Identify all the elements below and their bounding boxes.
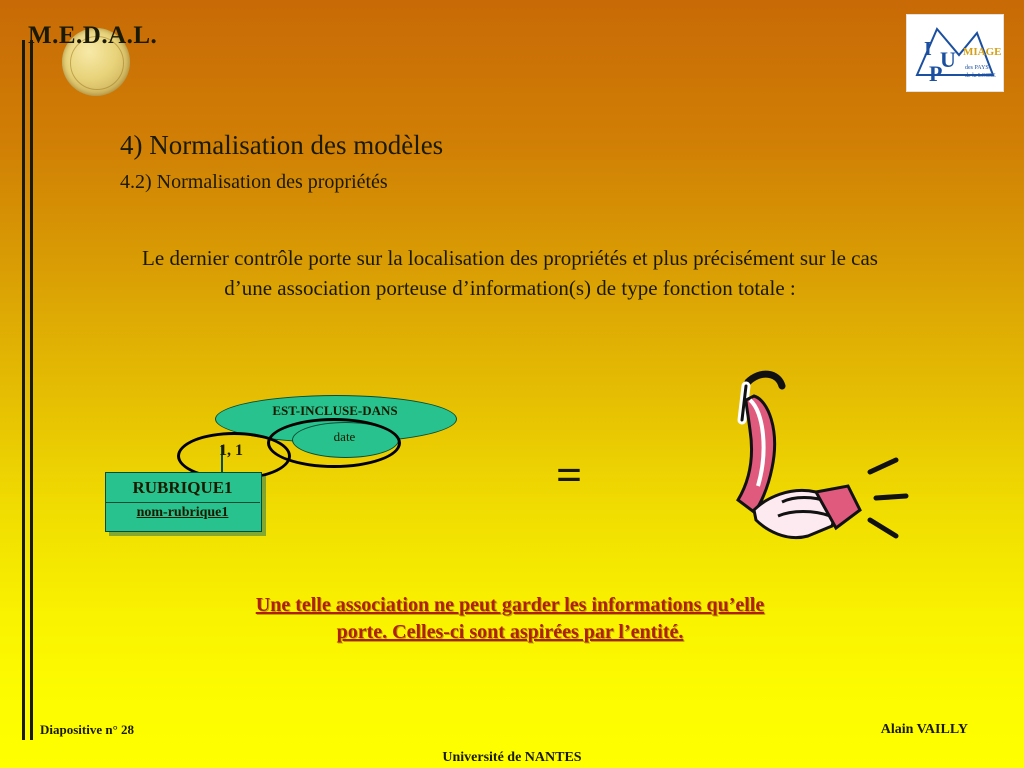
warning-message: Une telle association ne peut garder les informations qu’elle porte. Celles-ci sont aspirées par l’entité. <box>255 594 765 643</box>
left-bar-line-1 <box>22 40 25 740</box>
institution-label: Université de NANTES <box>442 750 582 765</box>
er-diagram <box>95 385 565 555</box>
vacuum-cleaner-illustration <box>720 360 930 570</box>
brand-title: M.E.D.A.L. <box>28 22 158 49</box>
intro-paragraph: Le dernier contrôle porte sur la localisation des propriétés et plus précisément sur le cas d’une association porteuse d’information(s) de type fonction totale : <box>142 246 878 300</box>
entity-divider <box>105 502 260 503</box>
entity-name-label: RUBRIQUE1 <box>132 478 233 497</box>
svg-text:des PAYS: des PAYS <box>965 65 989 71</box>
author-label: Alain VAILLY <box>880 722 968 737</box>
association-label: EST-INCLUSE-DANS <box>272 403 398 418</box>
cardinality-label: 1, 1 <box>219 442 243 459</box>
svg-text:P: P <box>929 61 943 86</box>
slide-number: Diapositive n° 28 <box>40 722 135 737</box>
svg-text:de la LOIRE: de la LOIRE <box>965 73 996 79</box>
svg-text:MIAGE: MIAGE <box>963 46 1002 58</box>
left-decorative-bars <box>22 40 34 740</box>
svg-text:U: U <box>940 47 956 72</box>
association-attribute-label: date <box>333 429 356 444</box>
iup-miage-logo <box>906 14 1004 92</box>
left-bar-line-2 <box>30 40 33 740</box>
entity-attribute-label: nom-rubrique1 <box>136 505 229 520</box>
svg-text:I: I <box>924 38 932 60</box>
equals-sign: = <box>556 449 583 500</box>
page-subtitle: 4.2) Normalisation des propriétés <box>120 171 388 193</box>
page-title: 4) Normalisation des modèles <box>120 130 444 160</box>
